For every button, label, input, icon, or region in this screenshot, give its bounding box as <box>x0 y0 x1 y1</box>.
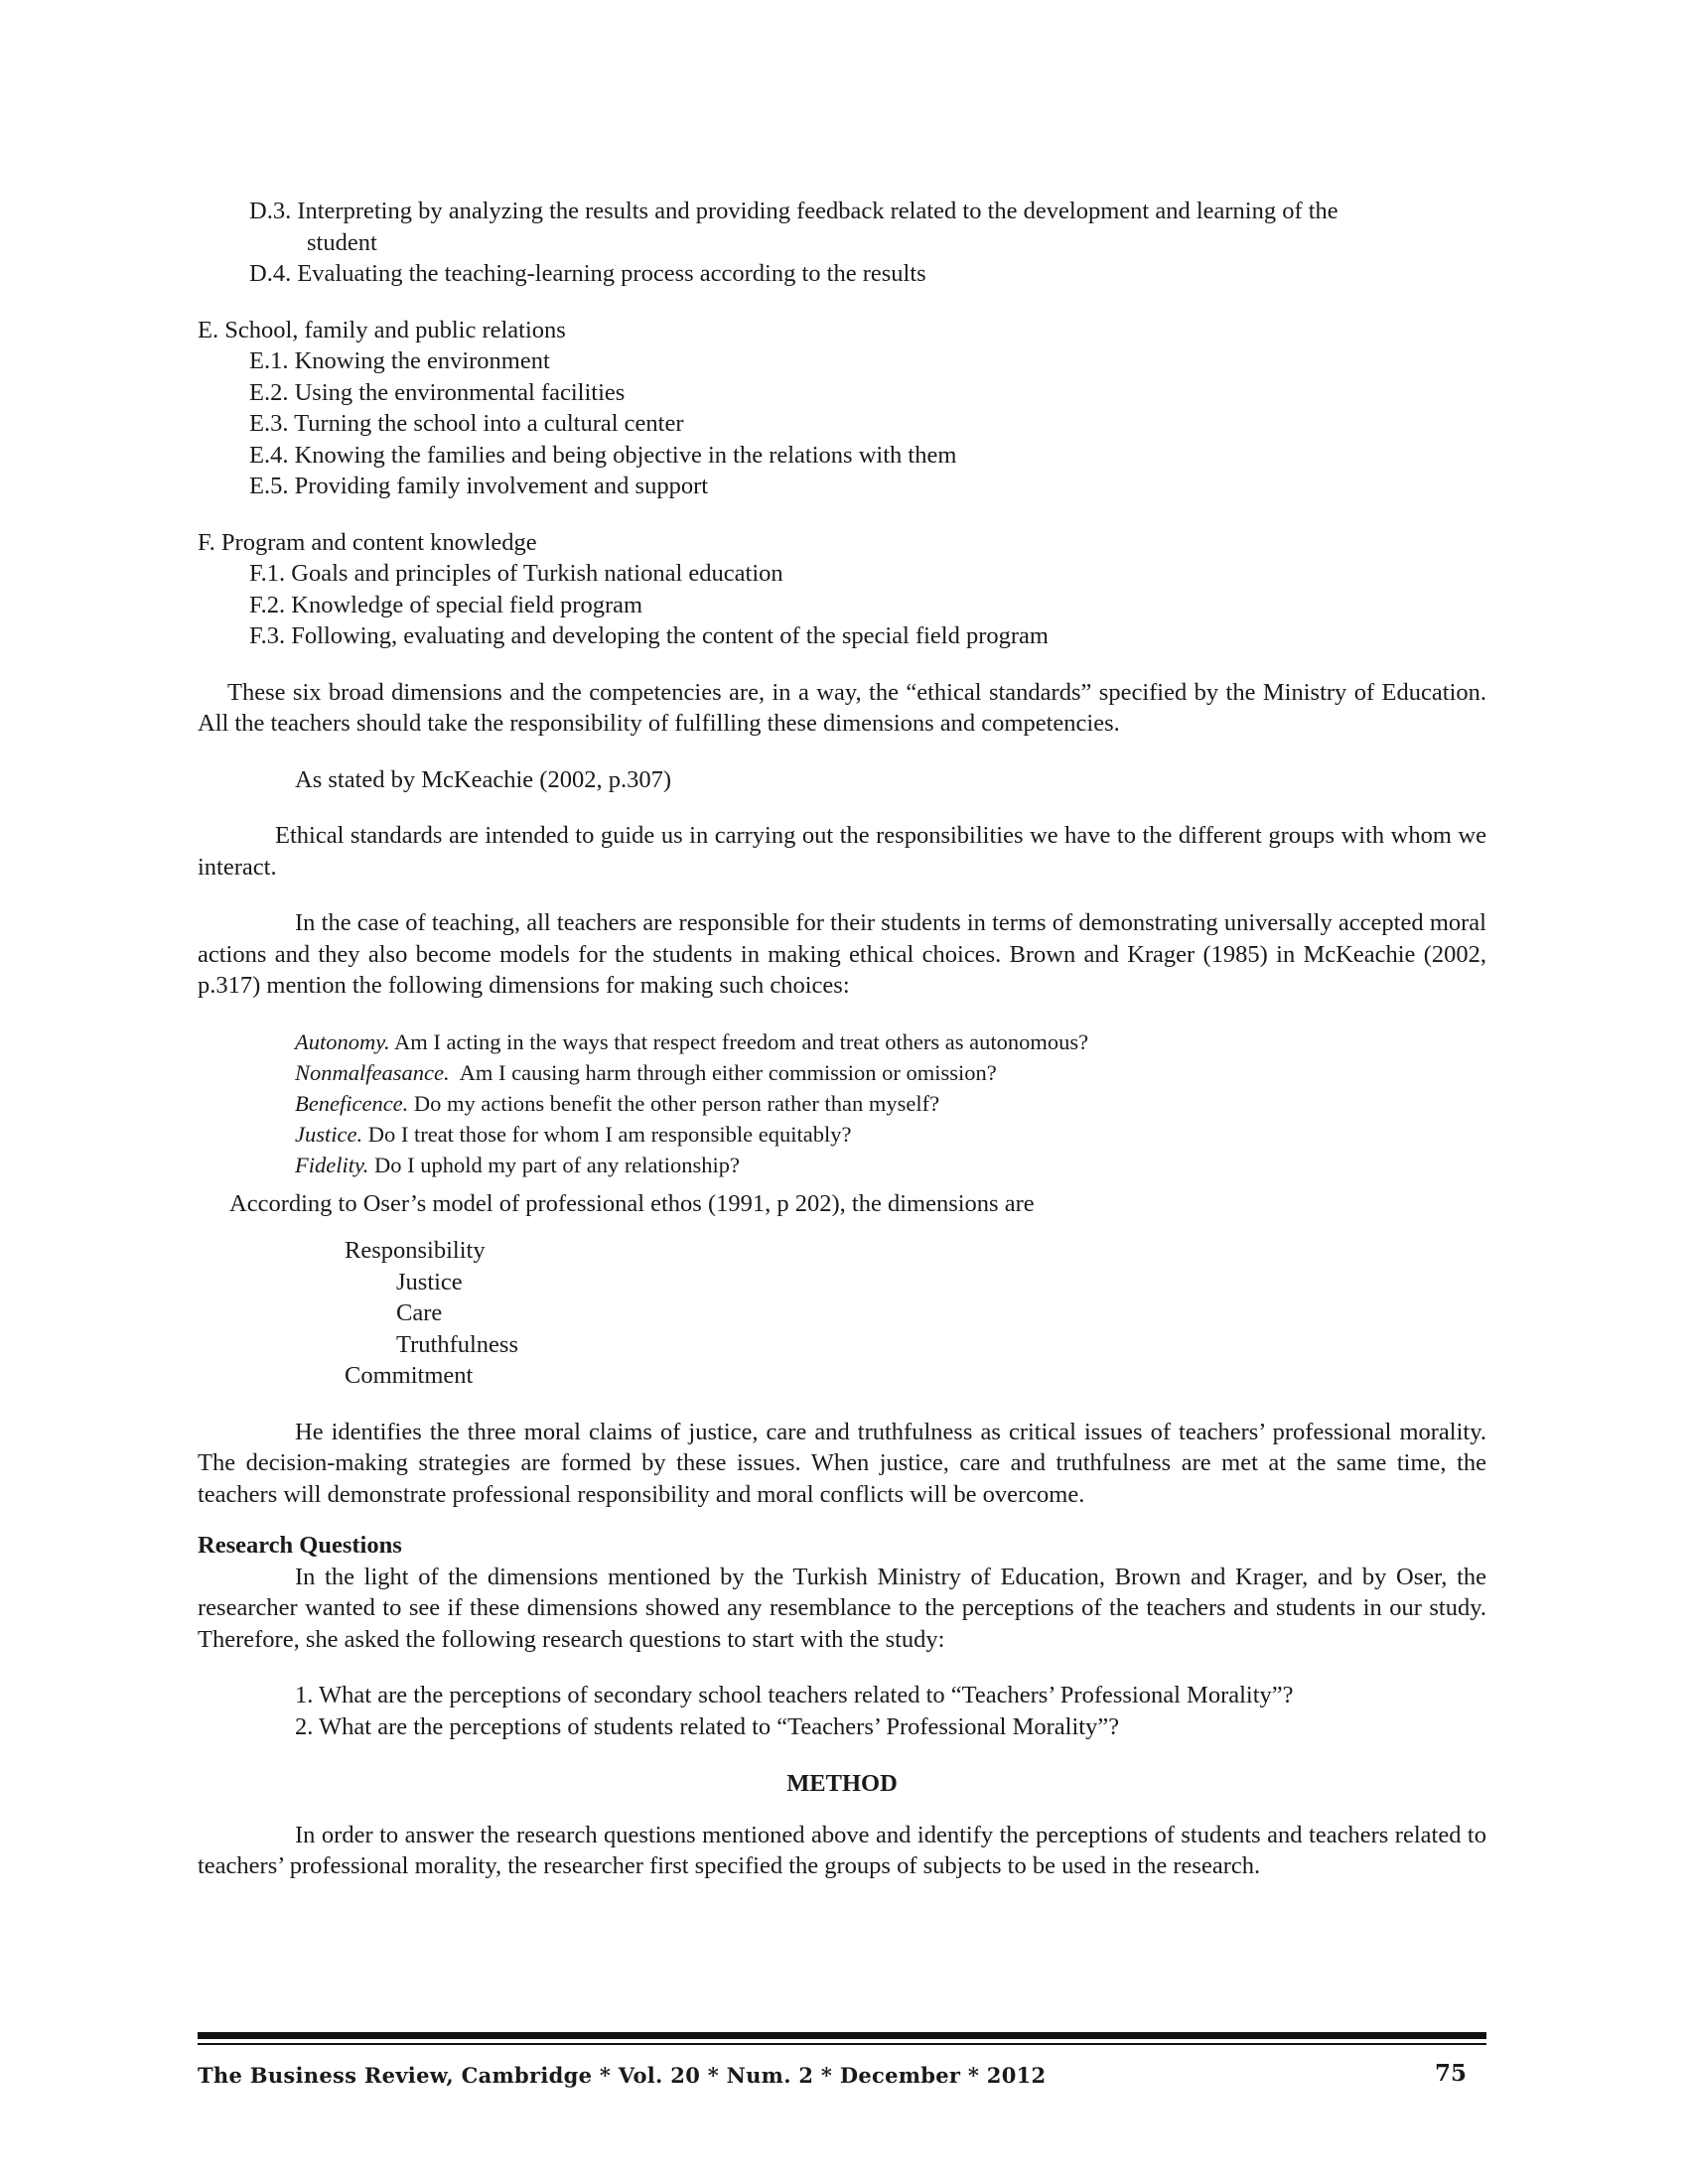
ethics-text: Am I acting in the ways that respect freedom and treat others as autonomous? <box>389 1028 1089 1054</box>
ethics-term: Nonmalfeasance. <box>295 1059 450 1085</box>
ethics-term: Justice. <box>295 1121 363 1147</box>
research-questions-list <box>198 1680 1486 1742</box>
paragraph-ethical-standards: Ethical standards are intended to guide us in carrying out the responsibilities we have to the different groups with whom we interact. <box>198 822 1486 881</box>
ethics-text: Do I treat those for whom I am responsible equitably? <box>362 1121 852 1147</box>
oser-lead: According to Oser’s model of professional ethos (1991, p 202), the dimensions are <box>229 1189 1035 1217</box>
research-questions-heading: Research Questions <box>198 1532 402 1559</box>
research-question-1: 1. What are the perceptions of secondary school teachers related to “Teachers’ Professional Morality”? <box>295 1682 1294 1708</box>
paragraph-six-dimensions: These six broad dimensions and the competencies are, in a way, the “ethical standards” specified by the Ministry of Education. All the teachers should take the responsibility of fulfilling these dimensions and competencies. <box>198 678 1486 737</box>
list-item-e4: E.4. Knowing the families and being objective in the relations with them <box>249 441 957 469</box>
list-item-d4 <box>198 258 1486 290</box>
ethics-term: Fidelity. <box>295 1152 369 1177</box>
research-question-2: 2. What are the perceptions of students related to “Teachers’ Professional Morality”? <box>295 1712 1120 1740</box>
research-questions-intro: In the light of the dimensions mentioned by the Turkish Ministry of Education, Brown and Krager, and by Oser, the researcher wanted to see if these dimensions showed any resemblance to the perceptions of the teachers and students in our study. Therefore, she asked the following research questions to start with the study: <box>198 1563 1486 1653</box>
ethics-term: Autonomy. <box>295 1028 390 1054</box>
list-item-e5: E.5. Providing family involvement and support <box>249 473 709 499</box>
ethics-item-justice <box>295 1119 1486 1150</box>
ethics-item-nonmalfeasance <box>295 1057 1486 1088</box>
list-item-d3 <box>198 196 1486 258</box>
ethics-item-beneficence <box>295 1088 1486 1119</box>
oser-model-care: Care <box>396 1299 443 1326</box>
list-item-e3: E.3. Turning the school into a cultural center <box>249 410 684 437</box>
oser-model-justice: Justice <box>396 1268 463 1296</box>
list-item-e2: E.2. Using the environmental facilities <box>249 378 626 406</box>
section-f-heading: F. Program and content knowledge <box>198 528 537 556</box>
method-paragraph: In order to answer the research questions mentioned above and identify the perceptions of students and teachers related to teachers’ professional morality, the researcher first specified the groups of subjects to be used in the research. <box>198 1821 1486 1879</box>
page-body <box>198 196 1486 1882</box>
ethics-item-fidelity <box>295 1150 1486 1180</box>
mckeachie-lead: As stated by McKeachie (2002, p.307) <box>295 765 671 793</box>
paragraph-teaching: In the case of teaching, all teachers are responsible for their students in terms of demonstrating universally accepted moral actions and they also become models for the students in making ethical choices. Brown and Krager (1985) in McKeachie (2002, p.317) mention the following dimensions for making such choices: <box>198 909 1486 999</box>
list-item-text: D.3. Interpreting by analyzing the results and providing feedback related to the development and learning of the <box>249 198 1338 224</box>
method-heading: METHOD <box>786 1770 898 1797</box>
section-e <box>198 315 1486 502</box>
oser-model <box>198 1235 1486 1392</box>
footer-rule-thin <box>198 2043 1486 2045</box>
ethics-item-autonomy <box>295 1026 1486 1057</box>
oser-model-bottom: Commitment <box>345 1362 474 1389</box>
section-research-questions <box>198 1530 1486 1655</box>
section-e-heading: E. School, family and public relations <box>198 316 566 343</box>
page-number: 75 <box>1435 2060 1468 2087</box>
list-item-f2: F.2. Knowledge of special field program <box>249 591 643 618</box>
list-item-continuation: student <box>307 228 377 256</box>
list-item-f3: F.3. Following, evaluating and developing the content of the special field program <box>249 622 1049 649</box>
footer-rule-thick <box>198 2032 1486 2039</box>
ethics-dimension-list <box>198 1026 1486 1180</box>
oser-model-truthfulness: Truthfulness <box>396 1330 518 1358</box>
ethics-text: Do my actions benefit the other person rather than myself? <box>408 1090 940 1116</box>
ethics-text: Am I causing harm through either commission or omission? <box>449 1059 997 1085</box>
paragraph-oser: He identifies the three moral claims of justice, care and truthfulness as critical issues of teachers’ professional morality. The decision-making strategies are formed by these issues. When justice, care and truthfulness are met at the same time, the teachers will demonstrate professional responsibility and moral conflicts will be overcome. <box>198 1418 1486 1508</box>
ethics-term: Beneficence. <box>295 1090 409 1116</box>
list-item-text: D.4. Evaluating the teaching-learning process according to the results <box>249 260 926 287</box>
section-f <box>198 527 1486 652</box>
oser-model-top: Responsibility <box>345 1237 486 1264</box>
list-item-e1: E.1. Knowing the environment <box>249 347 550 374</box>
list-d <box>198 196 1486 290</box>
ethics-text: Do I uphold my part of any relationship? <box>368 1152 741 1177</box>
list-item-f1: F.1. Goals and principles of Turkish national education <box>249 560 783 587</box>
footer-journal: The Business Review, Cambridge * Vol. 20 * Num. 2 * December * 2012 <box>198 2063 1047 2088</box>
